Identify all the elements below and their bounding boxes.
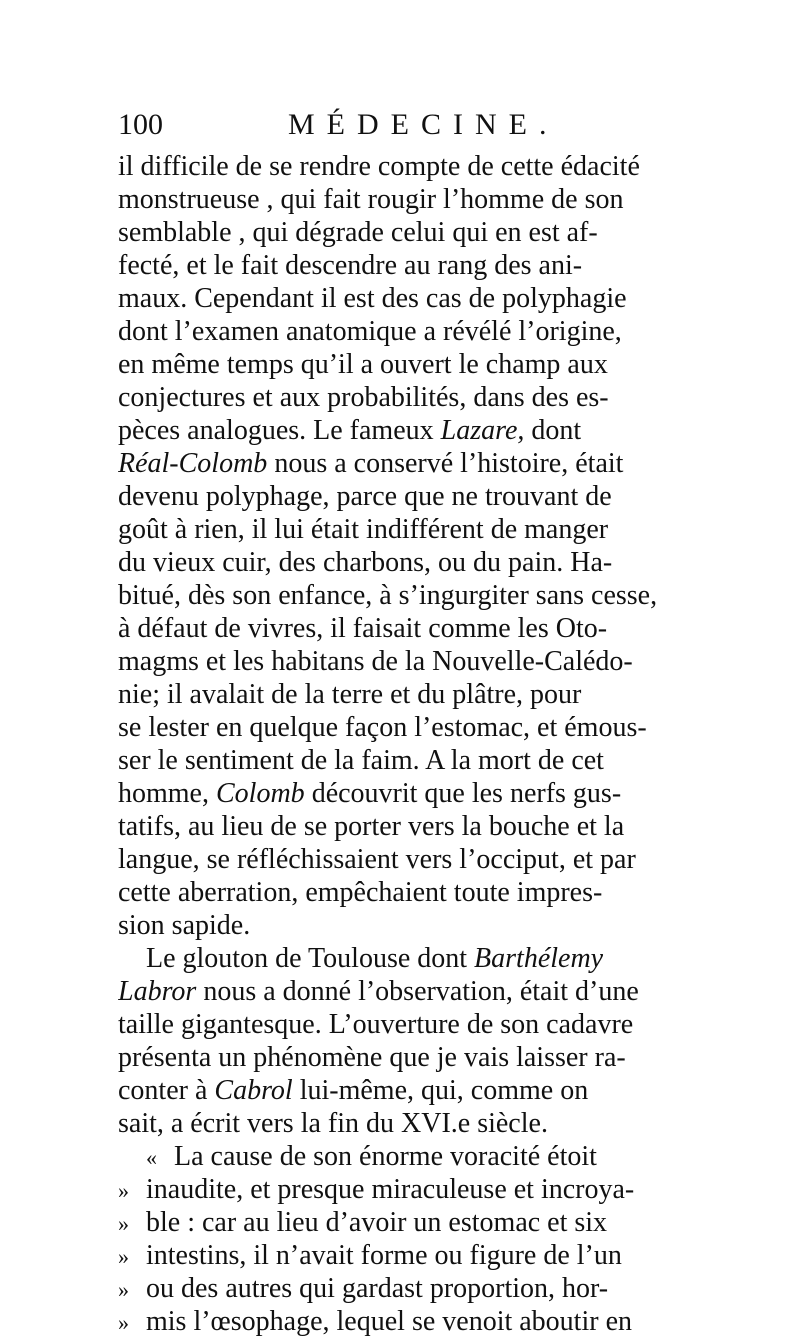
text-line	[118, 942, 690, 975]
text-segment: goût à rien, il lui était indifférent de manger	[118, 514, 609, 545]
text-line	[118, 183, 690, 216]
text-segment: cette aberration, empêchaient toute impres-	[118, 877, 603, 908]
text-line	[118, 480, 690, 513]
text-line	[118, 1305, 690, 1338]
italic-text: Barthélemy	[474, 943, 604, 974]
text-line	[118, 315, 690, 348]
text-line	[118, 1206, 690, 1239]
text-line	[118, 744, 690, 777]
text-segment: maux. Cependant il est des cas de polyphagie	[118, 283, 627, 314]
text-line	[118, 678, 690, 711]
text-segment: ble : car au lieu d’avoir un estomac et six	[146, 1207, 608, 1238]
text-line	[118, 612, 690, 645]
text-line	[118, 1140, 690, 1173]
text-line	[118, 810, 690, 843]
quote-mark: »	[118, 1244, 129, 1269]
text-segment: dont	[524, 415, 582, 446]
text-segment: découvrit que les nerfs gus-	[304, 778, 622, 809]
text-line	[118, 150, 690, 183]
text-line	[118, 546, 690, 579]
text-line	[118, 216, 690, 249]
text-line	[118, 777, 690, 810]
quote-mark: «	[146, 1145, 157, 1170]
text-segment: à défaut de vivres, il faisait comme les Oto-	[118, 613, 608, 644]
text-segment: magms et les habitans de la Nouvelle-Calédo-	[118, 646, 633, 677]
italic-text: Colomb	[216, 778, 305, 809]
text-segment: se lester en quelque façon l’estomac, et émous-	[118, 712, 647, 743]
text-segment: nie; il avalait de la terre et du plâtre, pour	[118, 679, 582, 710]
italic-text: Lazare,	[440, 415, 525, 446]
text-segment: tatifs, au lieu de se porter vers la bouche et la	[118, 811, 625, 842]
text-segment: ser le sentiment de la faim. A la mort de cet	[118, 745, 604, 776]
text-line	[118, 645, 690, 678]
quote-mark: »	[118, 1211, 129, 1236]
text-line	[118, 1074, 690, 1107]
italic-text: Labror	[118, 976, 197, 1007]
text-line	[118, 711, 690, 744]
text-line	[118, 381, 690, 414]
text-segment: mis l’œsophage, lequel se venoit aboutir en	[146, 1306, 632, 1337]
text-line	[118, 843, 690, 876]
text-segment: il difficile de se rendre compte de cette édacité	[118, 151, 640, 182]
text-line	[118, 1272, 690, 1305]
text-line	[118, 1041, 690, 1074]
italic-text: Cabrol	[214, 1075, 293, 1106]
text-segment: intestins, il n’avait forme ou figure de l’un	[146, 1240, 622, 1271]
text-segment: La cause de son énorme voracité étoit	[174, 1141, 597, 1172]
text-line	[118, 513, 690, 546]
text-line	[118, 282, 690, 315]
text-segment: taille gigantesque. L’ouverture de son cadavre	[118, 1009, 634, 1040]
text-line	[118, 909, 690, 942]
running-head: MÉDECINE.	[288, 108, 559, 141]
text-line	[118, 1008, 690, 1041]
text-segment: semblable , qui dégrade celui qui en est af-	[118, 217, 598, 248]
body-text	[118, 150, 690, 1338]
text-segment: monstrueuse , qui fait rougir l’homme de son	[118, 184, 624, 215]
text-segment: devenu polyphage, parce que ne trouvant de	[118, 481, 612, 512]
text-segment: du vieux cuir, des charbons, ou du pain. Ha-	[118, 547, 613, 578]
text-segment: conjectures et aux probabilités, dans des es-	[118, 382, 609, 413]
text-line	[118, 1107, 690, 1140]
text-segment: homme,	[118, 778, 216, 809]
text-segment: sait, a écrit vers la fin du XVI.e siècle.	[118, 1108, 548, 1139]
text-line	[118, 579, 690, 612]
text-segment: sion sapide.	[118, 910, 251, 941]
text-segment: fecté, et le fait descendre au rang des ani-	[118, 250, 583, 281]
text-line	[118, 975, 690, 1008]
italic-text: Réal-Colomb	[118, 448, 268, 479]
text-line	[118, 1173, 690, 1206]
text-segment: bitué, dès son enfance, à s’ingurgiter sans cesse,	[118, 580, 658, 611]
quote-mark: »	[118, 1178, 129, 1203]
text-segment: en même temps qu’il a ouvert le champ aux	[118, 349, 608, 380]
text-line	[118, 348, 690, 381]
quote-mark: »	[118, 1310, 129, 1335]
text-segment: conter à	[118, 1075, 215, 1106]
page-header	[118, 108, 690, 152]
text-line	[118, 876, 690, 909]
text-segment: dont l’examen anatomique a révélé l’origine,	[118, 316, 622, 347]
text-segment: nous a conservé l’histoire, était	[267, 448, 624, 479]
text-segment: nous a donné l’observation, était d’une	[196, 976, 639, 1007]
text-segment: lui-même, qui, comme on	[292, 1075, 589, 1106]
quote-mark: »	[118, 1277, 129, 1302]
text-segment: pèces analogues. Le fameux	[118, 415, 441, 446]
text-line	[118, 414, 690, 447]
text-line	[118, 249, 690, 282]
text-segment: langue, se réfléchissaient vers l’occiput, et par	[118, 844, 636, 875]
text-segment: ou des autres qui gardast proportion, hor-	[146, 1273, 609, 1304]
text-line	[118, 1239, 690, 1272]
text-segment: présenta un phénomène que je vais laisser ra-	[118, 1042, 626, 1073]
page-number: 100	[118, 108, 163, 141]
text-line	[118, 447, 690, 480]
text-segment: inaudite, et presque miraculeuse et incroya-	[146, 1174, 635, 1205]
text-segment: Le glouton de Toulouse dont	[146, 943, 475, 974]
